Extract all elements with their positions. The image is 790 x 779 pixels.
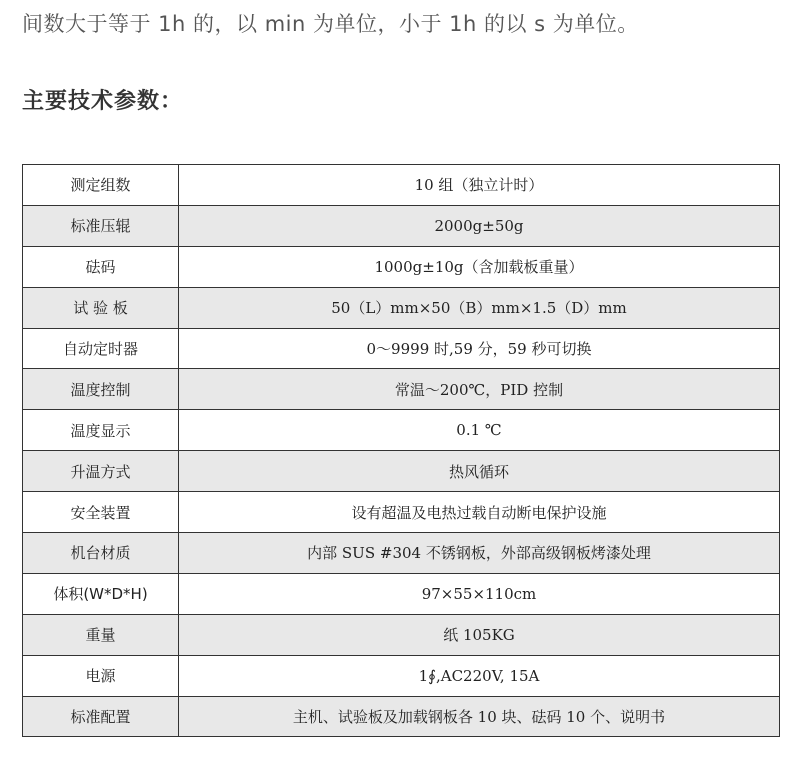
intro-text: 间数大于等于 1h 的，以 min 为单位，小于 1h 的以 s 为单位。 [22, 12, 639, 36]
spec-label: 标准压辊 [23, 205, 179, 246]
spec-value: 常温～200℃，PID 控制 [179, 369, 780, 410]
section-title: 主要技术参数： [22, 89, 184, 114]
spec-label: 安全装置 [23, 492, 179, 533]
table-row [23, 328, 780, 369]
spec-label: 自动定时器 [23, 328, 179, 369]
spec-label: 温度显示 [23, 410, 179, 451]
spec-value: 50（L）mm×50（B）mm×1.5（D）mm [179, 287, 780, 328]
table-row [23, 246, 780, 287]
table-row [23, 369, 780, 410]
table-row [23, 655, 780, 696]
spec-label: 砝码 [23, 246, 179, 287]
spec-value: 97×55×110cm [179, 573, 780, 614]
table-row [23, 165, 780, 206]
spec-label: 升温方式 [23, 451, 179, 492]
table-row [23, 573, 780, 614]
spec-value: 0.1 ℃ [179, 410, 780, 451]
spec-label: 标准配置 [23, 696, 179, 737]
spec-value: 内部 SUS #304 不锈钢板，外部高级钢板烤漆处理 [179, 533, 780, 574]
spec-value: 主机、试验板及加载钢板各 10 块、砝码 10 个、说明书 [179, 696, 780, 737]
table-row [23, 492, 780, 533]
spec-value: 0～9999 时,59 分，59 秒可切换 [179, 328, 780, 369]
spec-value: 热风循环 [179, 451, 780, 492]
spec-value: 1000g±10g（含加载板重量） [179, 246, 780, 287]
spec-label: 试 验 板 [23, 287, 179, 328]
table-row [23, 614, 780, 655]
spec-label: 电源 [23, 655, 179, 696]
spec-label: 机台材质 [23, 533, 179, 574]
spec-label: 测定组数 [23, 165, 179, 206]
spec-value: 10 组（独立计时） [179, 165, 780, 206]
spec-label: 温度控制 [23, 369, 179, 410]
spec-value: 纸 105KG [179, 614, 780, 655]
table-row [23, 696, 780, 737]
spec-label: 重量 [23, 614, 179, 655]
table-row [23, 287, 780, 328]
table-row [23, 205, 780, 246]
table-row [23, 533, 780, 574]
spec-value: 设有超温及电热过载自动断电保护设施 [179, 492, 780, 533]
table-row [23, 451, 780, 492]
spec-label: 体积(W*D*H) [23, 573, 179, 614]
spec-value: 2000g±50g [179, 205, 780, 246]
table-row [23, 410, 780, 451]
spec-value: 1∮,AC220V, 15A [179, 655, 780, 696]
spec-table [22, 164, 780, 737]
